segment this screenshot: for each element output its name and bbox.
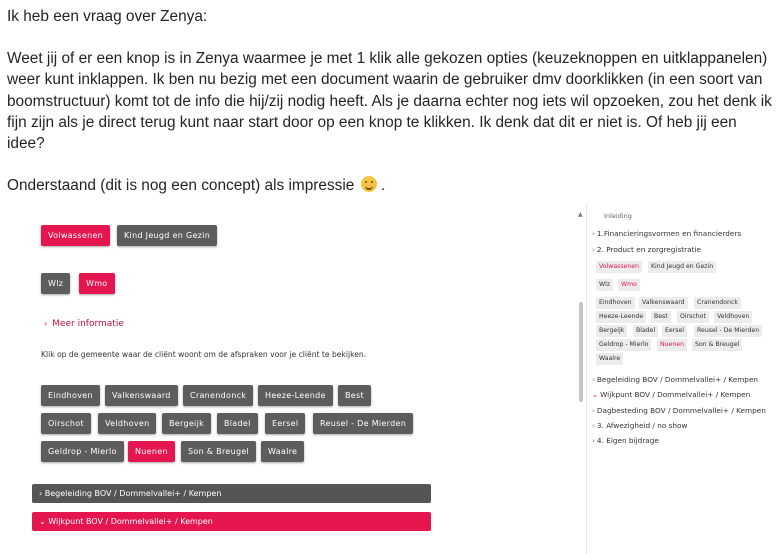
btn-geldrop-mierlo[interactable]: Geldrop - Mierlo xyxy=(41,441,124,462)
toc-btn-heeze-leende[interactable]: Heeze-Leende xyxy=(596,311,646,323)
toc-btn-eersel[interactable]: Eersel xyxy=(662,325,687,337)
municipality-instructions: Klik op de gemeente waar de cliënt woont om de afspraken voor je cliënt te bekijken. xyxy=(41,350,367,359)
toc-btn-waalre[interactable]: Waalre xyxy=(596,353,623,365)
btn-son-breugel[interactable]: Son & Breugel xyxy=(181,441,256,462)
toc-sub-begeleiding[interactable] xyxy=(592,375,758,384)
toc-item-3-label: 3. Afwezigheid / no show xyxy=(596,421,688,430)
toc-btn-geldrop-mierlo[interactable]: Geldrop - Mierlo xyxy=(596,339,651,351)
chevron-right-icon: › xyxy=(592,229,595,238)
chevron-down-icon: ⌄ xyxy=(592,390,599,399)
toc-btn-volwassenen[interactable]: Volwassenen xyxy=(596,261,642,273)
btn-eindhoven[interactable]: Eindhoven xyxy=(41,385,100,406)
toc-btn-nuenen[interactable]: Nuenen xyxy=(657,339,687,351)
panel-wijkpunt[interactable] xyxy=(32,512,431,531)
toc-item-3[interactable] xyxy=(592,421,687,430)
btn-kind-jeugd-gezin[interactable]: Kind Jeugd en Gezin xyxy=(117,225,217,246)
message-closing-text: Onderstaand (dit is nog een concept) als impressie xyxy=(7,177,355,195)
panel-divider xyxy=(586,205,587,554)
toc-sub-dagbesteding-label: Dagbesteding BOV / Dommelvallei+ / Kempen xyxy=(596,406,766,415)
toc-item-4[interactable] xyxy=(592,436,659,445)
toc-btn-wlz[interactable]: Wlz xyxy=(596,279,613,291)
toc-item-2-label: 2. Product en zorgregistratie xyxy=(596,245,701,254)
toc-btn-son-breugel[interactable]: Son & Breugel xyxy=(692,339,742,351)
btn-best[interactable]: Best xyxy=(338,385,371,406)
panel-begeleiding-label: Begeleiding BOV / Dommelvallei+ / Kempen xyxy=(44,489,222,498)
chevron-right-icon: › xyxy=(592,436,595,445)
chevron-right-icon: › xyxy=(592,421,595,430)
meer-informatie-toggle[interactable] xyxy=(44,319,124,329)
btn-wlz[interactable]: Wlz xyxy=(41,273,70,294)
toc-item-4-label: 4. Eigen bijdrage xyxy=(596,436,659,445)
chevron-right-icon: › xyxy=(592,245,595,254)
toc-btn-bladel[interactable]: Bladel xyxy=(633,325,658,337)
toc-sub-wijkpunt[interactable] xyxy=(592,390,750,399)
chevron-right-icon: › xyxy=(39,489,43,498)
btn-cranendonck[interactable]: Cranendonck xyxy=(183,385,253,406)
btn-eersel[interactable]: Eersel xyxy=(265,413,305,434)
toc-item-2[interactable] xyxy=(592,245,701,254)
chevron-right-icon: › xyxy=(592,375,595,384)
toc-btn-valkenswaard[interactable]: Valkenswaard xyxy=(639,297,688,309)
toc-btn-veldhoven[interactable]: Veldhoven xyxy=(714,311,752,323)
message-closing xyxy=(7,175,775,196)
btn-veldhoven[interactable]: Veldhoven xyxy=(98,413,156,434)
chat-message xyxy=(7,6,775,196)
document-screenshot xyxy=(0,205,778,554)
toc-btn-best[interactable]: Best xyxy=(651,311,671,323)
toc-btn-bergeijk[interactable]: Bergeijk xyxy=(596,325,627,337)
panel-wijkpunt-label: Wijkpunt BOV / Dommelvallei+ / Kempen xyxy=(48,517,213,526)
btn-reusel-de-mierden[interactable]: Reusel - De Mierden xyxy=(313,413,413,434)
chevron-down-icon: ⌄ xyxy=(39,517,46,526)
message-closing-end: . xyxy=(380,177,386,195)
toc-sub-wijkpunt-label: Wijkpunt BOV / Dommelvallei+ / Kempen xyxy=(600,390,751,399)
toc-btn-eindhoven[interactable]: Eindhoven xyxy=(596,297,635,309)
btn-heeze-leende[interactable]: Heeze-Leende xyxy=(258,385,333,406)
toc-btn-cranendonck[interactable]: Cranendonck xyxy=(694,297,741,309)
toc-item-inleiding[interactable]: Inleiding xyxy=(604,212,632,220)
smiling-face-icon xyxy=(361,176,377,192)
toc-sub-begeleiding-label: Begeleiding BOV / Dommelvallei+ / Kempen xyxy=(596,375,759,384)
meer-informatie-label: Meer informatie xyxy=(52,319,124,329)
btn-waalre[interactable]: Waalre xyxy=(261,441,304,462)
scroll-up-icon[interactable]: ▲ xyxy=(578,211,583,218)
scrollbar-thumb[interactable] xyxy=(579,302,583,402)
toc-btn-kind-jeugd-gezin[interactable]: Kind Jeugd en Gezin xyxy=(648,261,716,273)
btn-nuenen[interactable]: Nuenen xyxy=(128,441,175,462)
toc-sub-dagbesteding[interactable] xyxy=(592,406,766,415)
btn-bergeijk[interactable]: Bergeijk xyxy=(162,413,211,434)
btn-valkenswaard[interactable]: Valkenswaard xyxy=(105,385,178,406)
toc-item-1-label: 1.Financieringsvormen en financierders xyxy=(596,229,742,238)
panel-begeleiding[interactable] xyxy=(32,484,431,503)
chevron-right-icon: › xyxy=(44,319,48,328)
message-intro: Ik heb een vraag over Zenya: xyxy=(7,8,208,25)
toc-btn-oirschot[interactable]: Oirschot xyxy=(677,311,709,323)
message-paragraph: Weet jij of er een knop is in Zenya waarmee je met 1 klik alle gekozen opties (keuzeknoppen en uitklappanelen) weer kunt inklappen. Ik ben nu bezig met een document waarin de gebruiker dmv doorklikken (in een soort van boomstructuur) komt tot de info die hij/zij nodig heeft. Als je daarna echter nog iets wil opzoeken, zou het denk ik fijn zijn als je direct terug kunt naar start door op een knop te klikken. Ik denk dat dit er niet is. Of heb jij een idee? xyxy=(7,50,772,153)
toc-btn-wmo[interactable]: Wmo xyxy=(618,279,640,291)
btn-oirschot[interactable]: Oirschot xyxy=(41,413,91,434)
btn-bladel[interactable]: Bladel xyxy=(217,413,258,434)
chevron-right-icon: › xyxy=(592,406,595,415)
btn-wmo[interactable]: Wmo xyxy=(79,273,115,294)
toc-item-1[interactable] xyxy=(592,229,741,238)
btn-volwassenen[interactable]: Volwassenen xyxy=(41,225,110,246)
toc-btn-reusel-de-mierden[interactable]: Reusel - De Mierden xyxy=(694,325,762,337)
